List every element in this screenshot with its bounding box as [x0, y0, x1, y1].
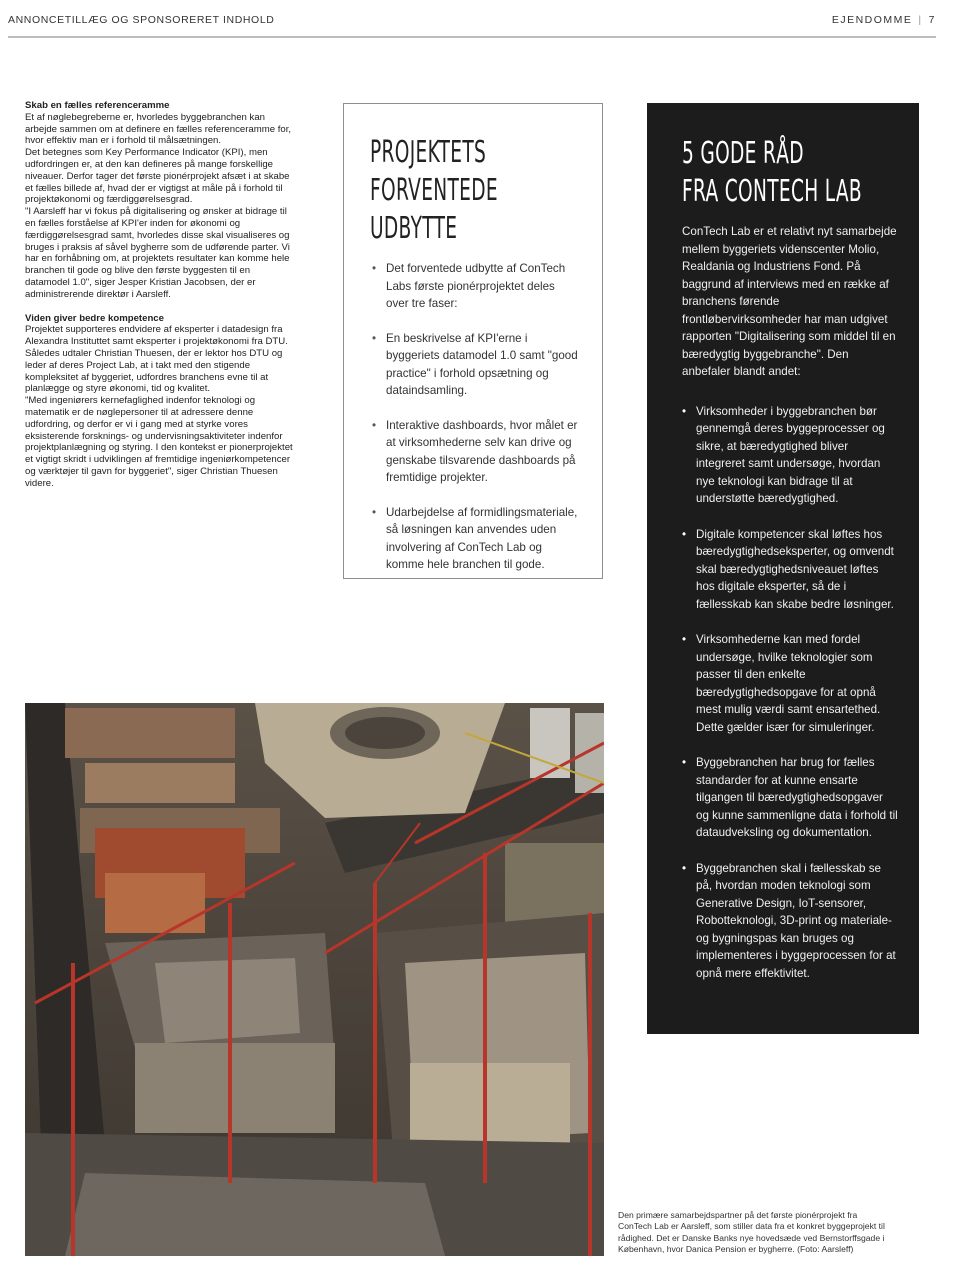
paragraph: Projektet supporteres endvidere af eksperter i datadesign fra Alexandra Instituttet samt eksperter i projektøkonomi fra DTU.: [25, 324, 288, 348]
article-column: [25, 100, 297, 490]
paragraph: "I Aarsleff har vi fokus på digitalisering og ønsker at bidrage til en fælles forståelse af KPI'er inden for økonomi og færdiggørelsesgrad samt, hvorledes disse skal visualiseres og bruges i praksis af såvel bygherre som de udførende parter. Vi har en forhåbning om, at projektets resultater kan komme hele branchen til gode og blive den første byggesten til en datamodel 1.0", siger Jesper Kristian Jacobsen, der er administrerende direktør i Aarsleff.: [25, 206, 290, 300]
panel-title-line: FRA CONTECH LAB: [682, 174, 862, 209]
page-number: 7: [928, 14, 936, 26]
advice-list: [682, 403, 899, 983]
paragraph: Således udtaler Christian Thuesen, der er lektor hos DTU og leder af deres Project Lab, at i takt med den stigende kompleksitet af byggeriet, udfordres branchens evne til at planlægge og styre økonomi, tid og kvalitet.: [25, 347, 283, 395]
list-item: • Byggebranchen skal i fællesskab se på, hvordan moden teknologi som Generative Design, IoT-sensorer, Robotteknologi, 3D-print og materiale- og bygningspas kan bruges og implementeres i byggeprocessen for at opnå mere effektivitet.: [682, 860, 899, 983]
list-item: • Byggebranchen har brug for fælles standarder for at kunne ensarte tilgangen til bæredygtighedsopgaver og kunne sammenligne data i forhold til dataudveksling og dokumentation.: [682, 754, 899, 842]
panel-title-line: 5 GODE RÅD: [682, 136, 804, 171]
list-item: • Virksomhederne kan med fordel undersøge, hvilke teknologier som passer til den enkelte bæredygtighedsopgave for at opnå mest mulig værdi samt ensartethed. Dette gælder især for simuleringer.: [682, 631, 899, 736]
list-item: • En beskrivelse af KPI'erne i byggeriets datamodel 1.0 samt "good practice" i forhold opsætning og dataindsamling.: [370, 330, 578, 400]
panel-title: [682, 135, 887, 211]
panel-intro: ConTech Lab er et relativt nyt samarbejde mellem byggeriets videnscenter Molio, Realdania og Industriens Fond. På baggrund af interviews med en række af branchens førende frontløbervirksomheder har man udgivet rapporten "Digitalisering som middel til en bæredygtig byggebranche". Den anbefaler blandt andet:: [682, 225, 897, 378]
box-title: [370, 134, 575, 248]
advice-panel: [647, 103, 919, 1034]
subheading-reference-frame: Skab en fælles referenceramme: [25, 100, 170, 111]
expected-benefit-box: [343, 103, 603, 579]
construction-site-photo: [25, 703, 604, 1256]
header-label: ANNONCETILLÆG OG SPONSORERET INDHOLD: [8, 14, 275, 26]
paragraph: Et af nøglebegreberne er, hvorledes byggebranchen kan arbejde sammen om at definere en fælles referenceramme for, hvor effektiv man er i forhold til målsætningen.: [25, 111, 292, 147]
subheading-competence: Viden giver bedre kompetence: [25, 312, 164, 324]
page-header: [8, 10, 936, 38]
list-item: • Virksomheder i byggebranchen bør gennemgå deres byggeprocesser og sikre, at bæredygtighed bliver integreret samt undersøge, hvordan nye teknologi kan bidrage til at understøtte bæredygtighed.: [682, 403, 899, 508]
box-title-line: FORVENTEDE UDBYTTE: [370, 173, 498, 246]
list-item: • Udarbejdelse af formidlingsmateriale, så løsningen kan anvendes uden involvering af ConTech Lab og komme hele branchen til gode.: [370, 504, 578, 574]
list-item: • Digitale kompetencer skal løftes hos bæredygtighedseksperter, og omvendt skal bæredygtighedsniveauet løftes hos digitale eksperter, så de i fællesskab kan skabe bedre løsninger.: [682, 526, 899, 614]
box-title-line: PROJEKTETS: [370, 135, 487, 170]
list-item: • Interaktive dashboards, hvor målet er at virksomhederne selv kan drive og genskabe tilsvarende dashboards på fremtidige projekter.: [370, 417, 578, 487]
photo-caption: Den primære samarbejdspartner på det første pionérprojekt fra ConTech Lab er Aarsleff, som stiller data fra et konkret byggeprojekt til rådighed. Det er Danske Banks nye hovedsæde ved Bernstorffsgade i København, hvor Danica Pension er bygherre. (Foto: Aarsleff): [618, 1210, 885, 1255]
header-section: EJENDOMME | 7: [831, 14, 936, 26]
benefit-list: [370, 260, 578, 574]
list-item: • Det forventede udbytte af ConTech Labs første pionérprojektet deles over tre faser:: [370, 260, 578, 313]
aerial-photo-illustration: [25, 703, 604, 1256]
section-name: EJENDOMME: [831, 14, 913, 26]
paragraph: "Med ingeniørers kernefaglighed indenfor teknologi og matematik er de nøglepersoner til at adressere denne udfordring, og derfor er vi i gang med at styrke vores eksisterende forsknings- og undervisningsaktiviteter indenfor projektplanlægning og styring. I den kontekst er pionerprojektet et vigtigt skridt i udviklingen af fremtidige ingeniørkompetencer og værktøjer til gavn for byggeriet", siger Christian Thuesen videre.: [25, 395, 293, 489]
paragraph: Det betegnes som Key Performance Indicator (KPI), men udfordringen er, at den kan defineres på mange forskellige niveauer. Derfor tager det første pionérprojekt afsæt i at skabe et fælles billede af, hvad der er vigtigst at måle på i forhold til projektøkonomi og færdiggørelsesgrad.: [25, 147, 290, 206]
